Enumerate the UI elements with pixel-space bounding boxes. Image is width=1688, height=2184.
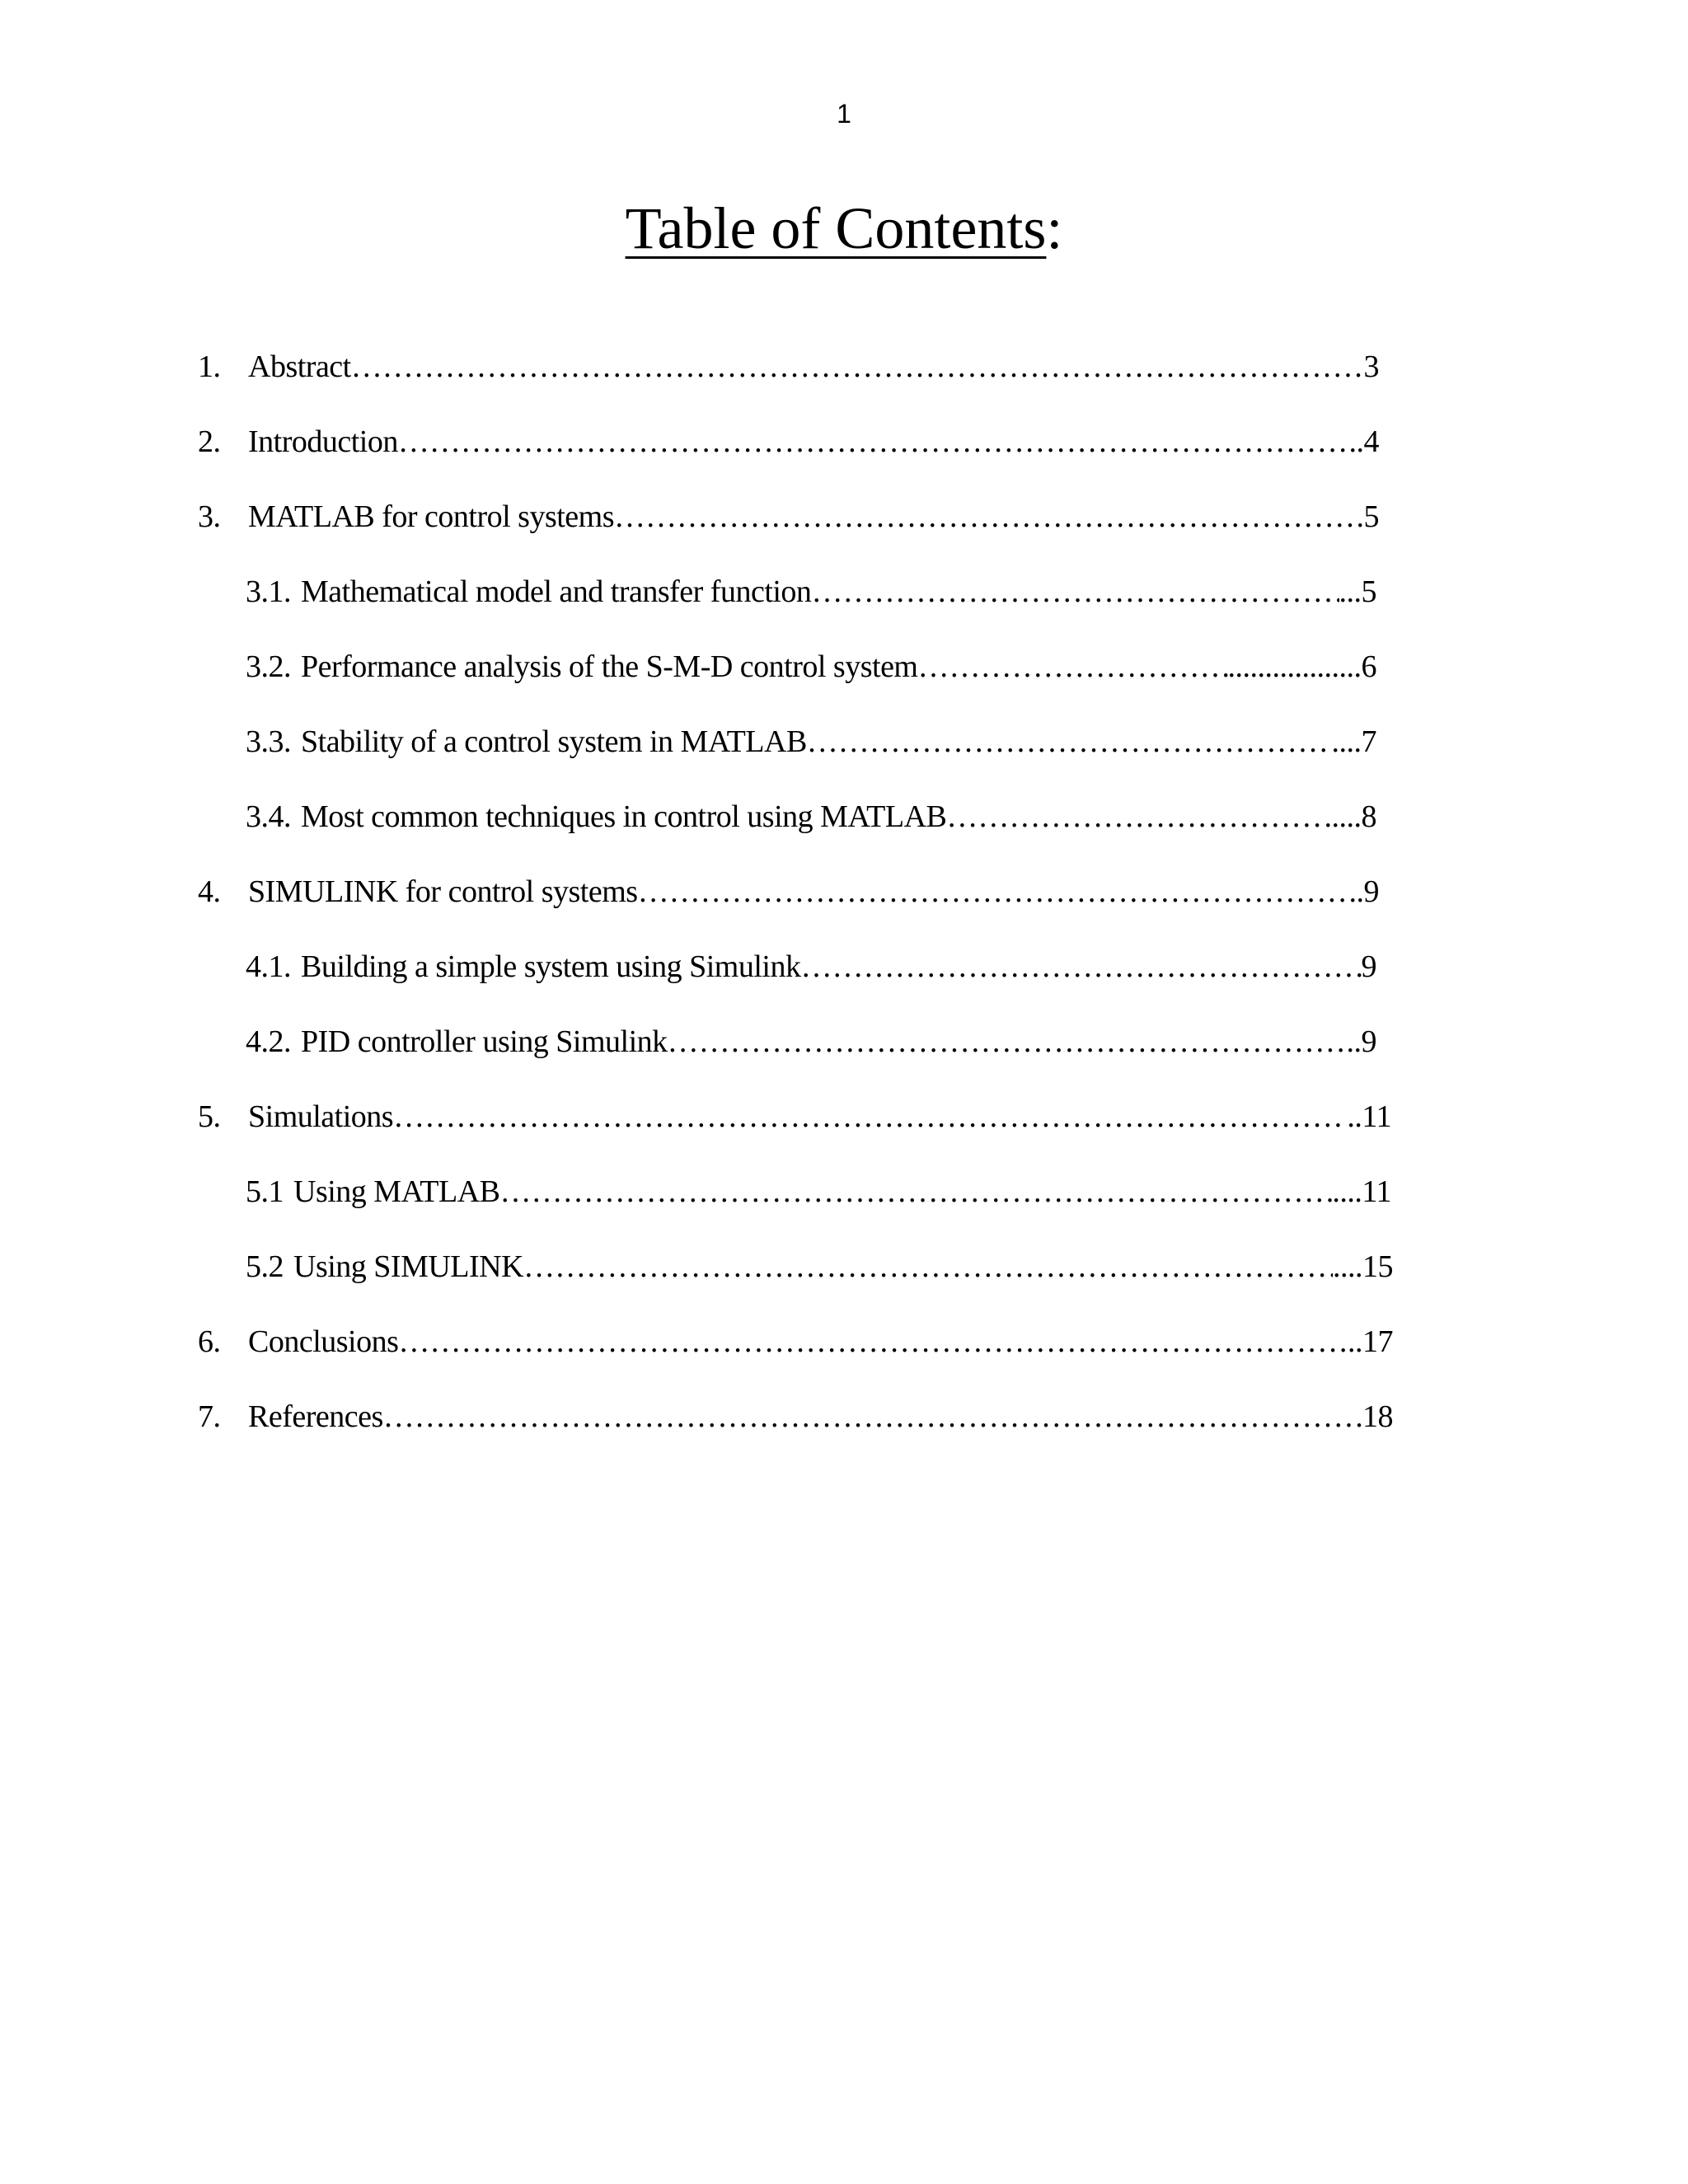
toc-leader [393, 1096, 1347, 1137]
toc-page-number: ..................6 [1227, 649, 1376, 684]
toc-page-number: ..9 [1346, 1024, 1376, 1059]
toc-page-number: 3 [1363, 349, 1379, 384]
toc-label: Simulations [248, 1099, 394, 1134]
toc-label: Performance analysis of the S-M-D control system [301, 649, 918, 684]
toc-entry-3-4[interactable] [246, 796, 1376, 837]
toc-entry-simulink[interactable] [198, 871, 1379, 912]
toc-leader [383, 1396, 1362, 1437]
toc-leader [811, 571, 1339, 612]
toc-number: 3.2. [246, 649, 291, 684]
toc-leader [398, 421, 1349, 462]
toc-page-number: .....8 [1324, 799, 1376, 834]
toc-number: 4.2. [246, 1024, 291, 1059]
toc-label: SIMULINK for control systems [248, 874, 638, 909]
toc-number: 5.1 [246, 1174, 284, 1209]
toc-leader [918, 646, 1228, 687]
toc-leader [800, 946, 1361, 987]
toc-number: 3.4. [246, 799, 291, 834]
toc-number: 7. [198, 1399, 221, 1434]
toc-entry-introduction[interactable] [198, 421, 1379, 462]
toc-leader [523, 1246, 1333, 1287]
toc-entry-3-2[interactable] [246, 646, 1376, 687]
toc-entry-3-3[interactable] [246, 721, 1376, 762]
toc-number: 3.1. [246, 574, 291, 609]
toc-leader [638, 871, 1349, 912]
toc-page-number: ...5 [1339, 574, 1376, 609]
toc-label: Abstract [248, 349, 351, 384]
toc-label: PID controller using Simulink [301, 1024, 668, 1059]
toc-number: 6. [198, 1324, 221, 1359]
toc-number: 2. [198, 424, 221, 459]
toc-number: 5. [198, 1099, 221, 1134]
toc-page-number: ..11 [1347, 1099, 1391, 1134]
toc-leader [946, 796, 1324, 837]
toc-page-number: 18 [1362, 1399, 1393, 1434]
toc-number: 5.2 [246, 1249, 284, 1284]
toc-label: Using SIMULINK [293, 1249, 524, 1284]
toc-page-number: ....7 [1331, 724, 1376, 759]
toc-leader [351, 346, 1364, 387]
toc-number: 3. [198, 499, 221, 534]
toc-entry-conclusions[interactable] [198, 1321, 1393, 1362]
toc-number: 1. [198, 349, 221, 384]
toc-entry-simulations[interactable] [198, 1096, 1391, 1137]
toc-entry-4-1[interactable] [246, 946, 1376, 987]
title-colon: : [1046, 195, 1063, 261]
toc-label: MATLAB for control systems [248, 499, 615, 534]
toc-page-number: 9 [1361, 949, 1376, 984]
toc-label: Most common techniques in control using MATLAB [301, 799, 947, 834]
toc-page-number: ..9 [1348, 874, 1379, 909]
toc-entry-4-2[interactable] [246, 1021, 1376, 1062]
toc-label: Introduction [248, 424, 398, 459]
toc-number: 4. [198, 874, 221, 909]
toc-entry-matlab[interactable] [198, 496, 1379, 537]
toc-leader [668, 1021, 1347, 1062]
toc-page-number: ..4 [1348, 424, 1379, 459]
toc-label: Building a simple system using Simulink [301, 949, 801, 984]
page-number: 1 [837, 99, 851, 129]
toc-leader [500, 1171, 1333, 1212]
toc-leader [614, 496, 1356, 537]
toc-label: Conclusions [248, 1324, 399, 1359]
toc-leader [807, 721, 1332, 762]
toc-page-number: ..17 [1348, 1324, 1393, 1359]
toc-page-number: .5 [1356, 499, 1379, 534]
toc-entry-abstract[interactable] [198, 346, 1379, 387]
toc-page-number: ....11 [1332, 1174, 1391, 1209]
toc-entry-references[interactable] [198, 1396, 1393, 1437]
toc-number: 3.3. [246, 724, 291, 759]
toc-entry-3-1[interactable] [246, 571, 1376, 612]
page-title [0, 191, 1688, 265]
title-text: Table of Contents [625, 195, 1047, 261]
toc-label: Mathematical model and transfer function [301, 574, 812, 609]
toc-leader [398, 1321, 1348, 1362]
toc-label: Using MATLAB [293, 1174, 500, 1209]
toc-entry-5-1[interactable] [246, 1171, 1391, 1212]
toc-label: Stability of a control system in MATLAB [301, 724, 807, 759]
toc-page-number: ....15 [1333, 1249, 1393, 1284]
toc-label: References [248, 1399, 383, 1434]
toc-number: 4.1. [246, 949, 291, 984]
toc-entry-5-2[interactable] [246, 1246, 1393, 1287]
